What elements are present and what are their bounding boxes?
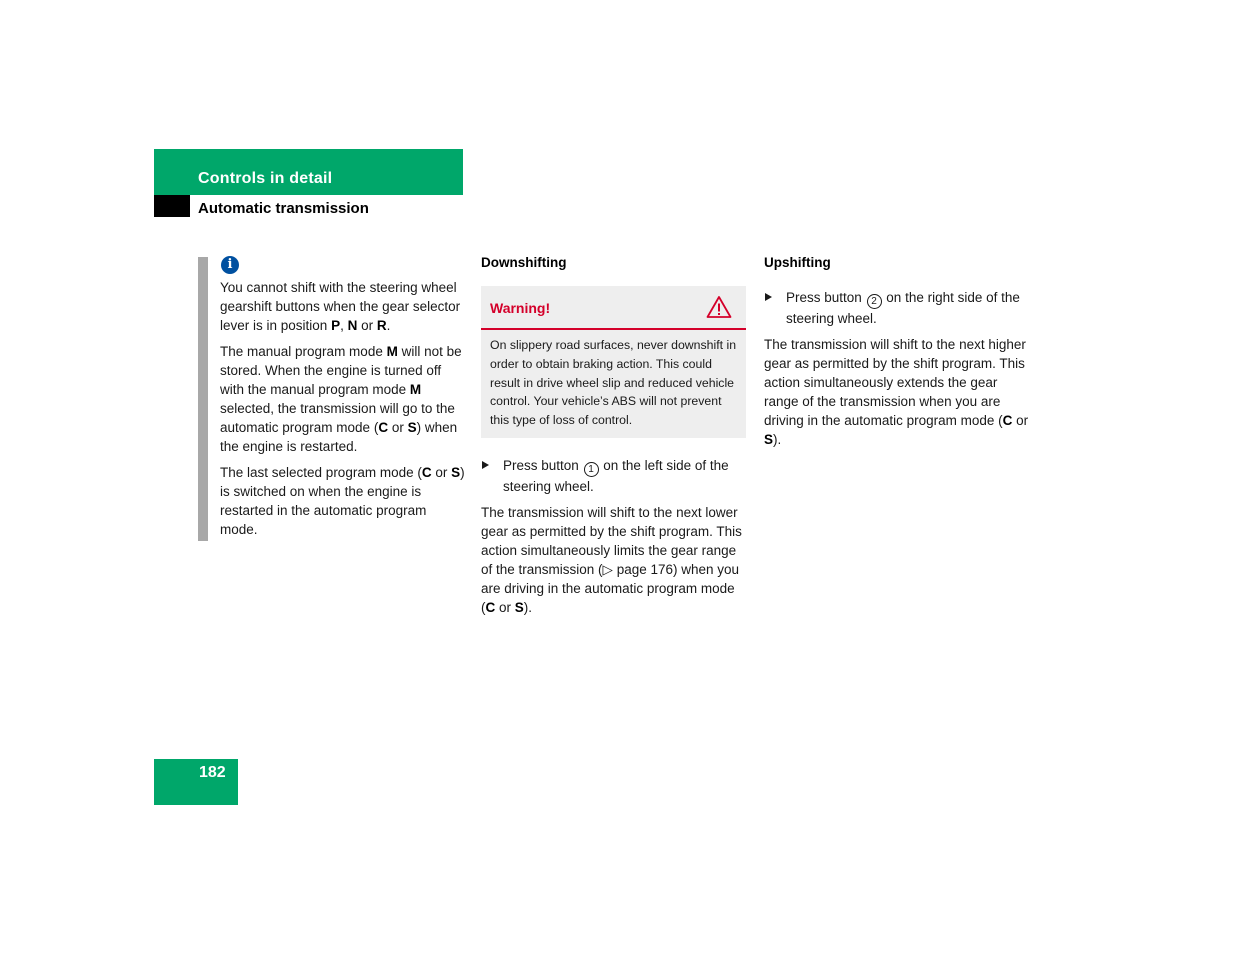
info-paragraph: The manual program mode M will not be stored. When the engine is turned off with the manual program mode M selected, the transmission will go to the automatic program mode (C or S) when the engine is restarted. [220,344,462,454]
downshifting-paragraph: The transmission will shift to the next lower gear as permitted by the shift program. This action simultaneously limits the gear range of the transmission (▷ page 176) when you are driving in the automatic program mode (C or S). [481,504,742,615]
bullet-triangle-icon [482,461,489,469]
warning-label: Warning! [490,300,551,316]
downshifting-column [481,253,746,624]
warning-header [481,286,746,330]
upshifting-paragraph: The transmission will shift to the next higher gear as permitted by the shift program. This action simultaneously extends the gear range of the transmission when you are driving in the automatic program mode (C or S). [764,337,1029,447]
downshifting-heading: Downshifting [481,255,567,270]
info-icon: i [221,256,239,274]
upshifting-column [764,253,1032,456]
section-title: Automatic transmission [198,200,369,217]
instruction-step: Press button 1 on the left side of the steering wheel. [481,456,746,496]
button-number-badge: 1 [584,462,599,477]
warning-box [481,286,746,438]
warning-text: On slippery road surfaces, never downshift in order to obtain braking action. This could result in drive wheel slip and reduced vehicle control. Your vehicle’s ABS will not prevent this type of loss of control. [490,338,737,428]
button-number-badge: 2 [867,294,882,309]
warning-triangle-icon [706,295,732,319]
upshifting-heading: Upshifting [764,255,831,270]
info-paragraph: The last selected program mode (C or S) is switched on when the engine is restarted in the automatic program mode. [220,465,465,537]
bullet-triangle-icon [765,293,772,301]
chapter-title: Controls in detail [198,170,333,187]
page-number: 182 [199,764,226,781]
page-reference-icon: ▷ [602,561,613,577]
info-column [220,278,465,546]
instruction-step: Press button 2 on the right side of the steering wheel. [764,288,1032,328]
info-sidebar [198,257,208,541]
section-marker [154,195,190,217]
info-paragraph: You cannot shift with the steering wheel gearshift buttons when the gear selector lever is in position P, N or R. [220,280,461,333]
